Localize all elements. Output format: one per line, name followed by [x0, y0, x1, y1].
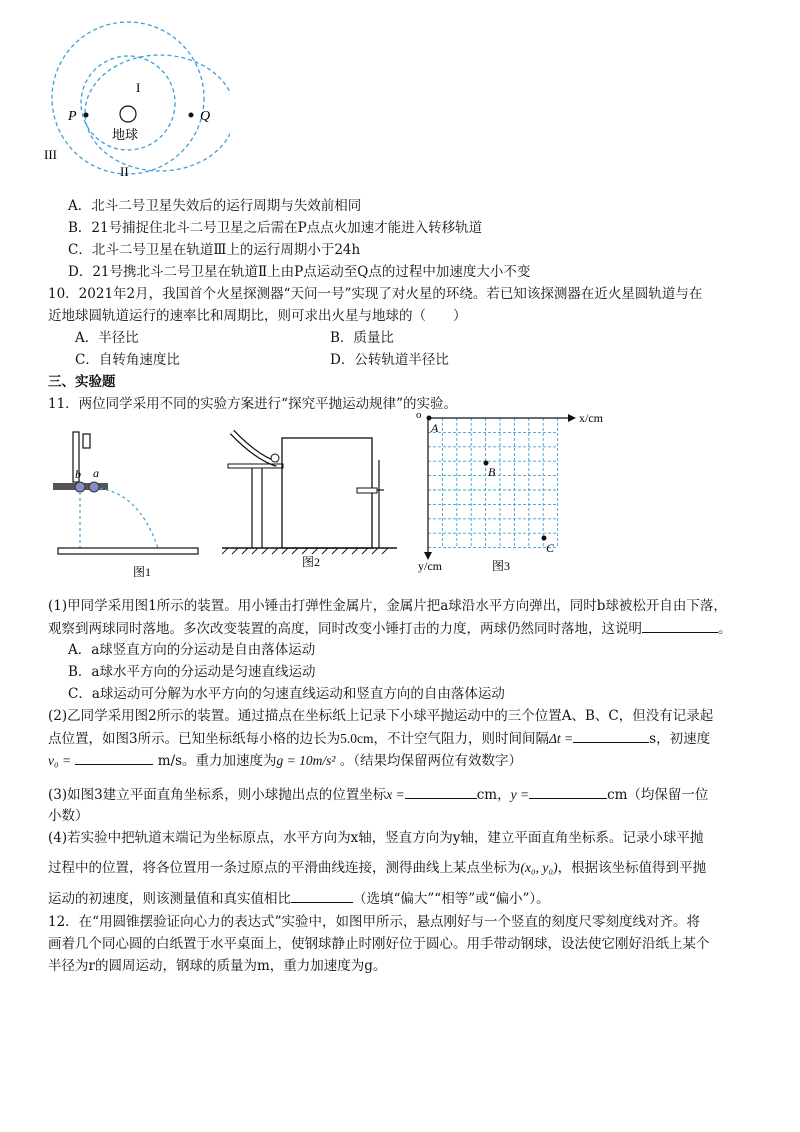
label-earth: 地球	[112, 127, 139, 142]
q11-p2-line3: v₀ = m/s。重力加速度为g = 10m/s² 。（结果均保留两位有效数字）	[48, 750, 522, 771]
answer-blank-1[interactable]	[642, 618, 718, 633]
q11-p2-line1: (2)乙同学采用图2所示的装置。通过描点在坐标纸上记录下小球平抛运动中的三个位置A、B、C，但没有记录起	[48, 708, 714, 724]
q11-p4-line3: 运动的初速度，则该测量值和真实值相比 （选填“偏大”“相等”或“偏小”）。	[48, 888, 550, 909]
q12-line1: 12．在“用圆锥摆验证向心力的表达式”实验中，如图甲所示，悬点刚好与一个竖直的刻度尺零刻度线对齐。将	[48, 914, 700, 930]
answer-blank-v0[interactable]	[75, 750, 153, 765]
section-heading: 三、实验题	[48, 374, 116, 390]
axis-y-label: y/cm	[418, 559, 442, 573]
answer-blank-dt[interactable]	[573, 728, 649, 743]
q11-p4-line2: 过程中的位置，将各位置用一条过原点的平滑曲线连接，测得曲线上某点坐标为(x₀, y₀)，根据该坐标值得到平抛	[48, 860, 707, 876]
ball-b	[75, 482, 85, 492]
label-ii: II	[120, 164, 129, 179]
q10-line1: 10．2021年2月，我国首个火星探测器“天问一号”实现了对火星的环绕。若已知该探测器在近火星圆轨道与在	[48, 286, 703, 302]
earth-circle	[120, 106, 136, 122]
fig2-caption: 图2	[302, 555, 321, 569]
q11-p1-option-c: C．a球运动可分解为水平方向的匀速直线运动和竖直方向的自由落体运动	[68, 686, 505, 702]
q11-p1-line2: 观察到两球同时落地。多次改变装置的高度，同时改变小锤打击的力度，两球仍然同时落地，这说明 。	[48, 618, 732, 639]
figure-1-apparatus	[48, 420, 208, 580]
q10-option-d: D．公转轨道半径比	[330, 352, 449, 368]
label-iii: III	[44, 147, 57, 162]
label-i: I	[136, 80, 141, 95]
label-a: a	[93, 466, 99, 480]
label-b: b	[75, 467, 81, 481]
ball-a	[89, 482, 99, 492]
answer-blank-x[interactable]	[405, 784, 477, 799]
label-p: P	[68, 109, 77, 124]
q11-p1-line1: (1)甲同学采用图1所示的装置。用小锤击打弹性金属片，金属片把a球沿水平方向弹出，同时b球被松开自由下落，	[48, 598, 727, 614]
q12-line2: 画着几个同心圆的白纸置于水平桌面上，使钢球静止时刚好位于圆心。用手带动钢球，设法使它刚好沿纸上某个	[48, 936, 710, 952]
point-q	[189, 113, 194, 118]
axis-x-label: x/cm	[579, 411, 603, 425]
orbit-diagram	[40, 18, 230, 188]
q9-option-d: D．21号携北斗二号卫星在轨道Ⅱ上由P点运动至Q点的过程中加速度大小不变	[68, 264, 531, 280]
q11-p2-line2: 点位置，如图3所示。已知坐标纸每小格的边长为5.0cm，不计空气阻力，则时间间隔Δt = s，初速度	[48, 728, 710, 749]
q10-option-c: C．自转角速度比	[75, 352, 180, 368]
q11-p1-option-a: A．a球竖直方向的分运动是自由落体运动	[68, 642, 316, 658]
answer-blank-compare[interactable]	[291, 888, 353, 903]
q11-p4-line1: (4)若实验中把轨道末端记为坐标原点，水平方向为x轴，竖直方向为y轴，建立平面直角坐标系。记录小球平抛	[48, 830, 704, 846]
q11-p3-line2: 小数）	[48, 808, 89, 824]
q11-p1-option-b: B．a球水平方向的分运动是匀速直线运动	[68, 664, 316, 680]
q9-option-b: B．21号捕捉住北斗二号卫星之后需在P点点火加速才能进入转移轨道	[68, 220, 483, 236]
q12-line3: 半径为r的圆周运动，钢球的质量为m，重力加速度为g。	[48, 958, 387, 974]
answer-blank-y[interactable]	[529, 784, 607, 799]
q10-line2: 近地球圆轨道运行的速率比和周期比，则可求出火星与地球的（ ）	[48, 308, 467, 324]
orbit-III	[52, 22, 204, 174]
q9-option-c: C．北斗二号卫星在轨道Ⅲ上的运行周期小于24h	[68, 242, 361, 258]
axis-origin: o	[416, 409, 422, 421]
label-point-c: C	[546, 541, 555, 555]
q10-option-a: A．半径比	[75, 330, 139, 346]
q11-p3-line1: (3)如图3建立平面直角坐标系，则小球抛出点的位置坐标x = cm，y = cm（均保留一位	[48, 784, 708, 805]
point-p	[84, 113, 89, 118]
q11-intro: 11．两位同学采用不同的实验方案进行“探究平抛运动规律”的实验。	[48, 396, 457, 412]
label-q: Q	[200, 109, 211, 124]
q9-option-a: A．北斗二号卫星失效后的运行周期与失效前相同	[68, 198, 362, 214]
figure-3-grid	[410, 404, 620, 576]
point-a	[427, 416, 432, 421]
q10-option-b: B．质量比	[330, 330, 394, 346]
point-c	[542, 536, 547, 541]
label-point-b: B	[488, 465, 496, 479]
label-point-a: A	[431, 421, 439, 435]
fig3-caption: 图3	[492, 559, 511, 573]
figure-2-apparatus	[222, 420, 397, 580]
fig1-caption: 图1	[133, 565, 152, 579]
